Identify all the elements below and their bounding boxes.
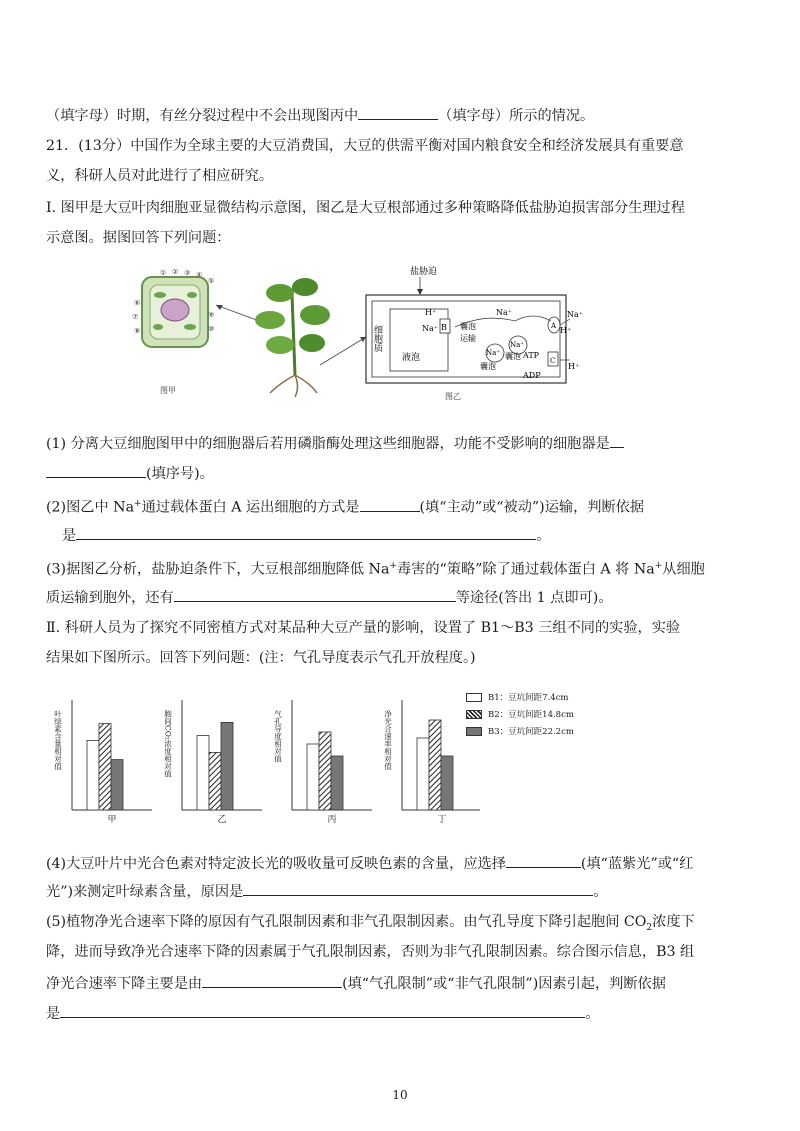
arrow-head [360,337,366,342]
bar-b3 [441,756,453,810]
text: 21．(13分）中国作为全球主要的大豆消费国，大豆的供需平衡对国内粮食安全和经济发展具有重要意 [46,138,684,154]
text: 从细胞 [662,561,705,578]
figure-svg [120,265,700,405]
label-Na: Na⁺ [567,310,583,319]
question-4-line-2 [46,880,756,902]
text: (2)图乙中 Na [46,499,135,516]
question-21-line-2 [46,166,756,186]
x-axis-label: 丁 [437,815,447,825]
label-carrier-C: C [550,357,556,365]
page-number: 10 [392,1088,408,1102]
answer-blank[interactable] [360,496,420,512]
organelle-number: ⑧ [134,327,141,335]
part-2-intro [46,618,756,638]
text-line [46,104,756,126]
label-salt-stress: 盐胁迫 [410,267,438,277]
legend-swatch [466,693,482,702]
figure-row [120,265,700,405]
part-1-intro [46,198,756,218]
text: (5)植物净光合速率下降的原因有气孔限制因素和非气孔限制因素。由气孔导度下降引起胞间 CO [46,914,647,930]
text: 毒害的“策略”除了通过载体蛋白 A 将 Na [396,561,655,578]
label-H: H⁺ [560,326,572,335]
bar-b1 [197,736,209,810]
text: 。 [585,1006,600,1022]
label-H: H⁺ [425,308,437,317]
organelle-number: ⑩ [208,325,215,333]
label-vacuole: 液泡 [402,353,421,363]
text: (1) 分离大豆细胞图甲中的细胞器后若用磷脂酶处理这些细胞器，功能不受影响的细胞器是 [46,436,610,452]
organelle-number: ① [160,269,167,277]
label-carrier-A: A [551,322,557,330]
text: 净光合速率下降主要是由 [46,976,203,992]
answer-blank[interactable] [202,972,342,988]
legend-item-b3 [466,724,626,741]
answer-blank[interactable] [243,880,593,896]
question-5-line-2 [46,942,756,962]
label-Na: Na⁺ [510,341,524,349]
legend-swatch [466,710,482,719]
question-1-line-1 [46,432,756,454]
legend-label: B2：豆坑间距14.8cm [488,710,574,720]
question-3-line-1 [46,556,756,580]
answer-blank[interactable] [60,1002,585,1018]
answer-blank[interactable] [358,104,438,120]
superscript: + [389,561,397,571]
label-ATP: ATP [523,351,540,360]
text: (填“蓝紫光”或“红 [580,856,694,872]
bar-b2 [209,752,221,810]
question-3-line-2 [46,586,756,608]
legend-label: B1：豆坑间距7.4cm [488,693,569,703]
bar-b3 [221,722,233,810]
bar-charts-svg [40,685,480,830]
superscript: + [134,499,142,509]
text: 。 [536,528,551,544]
label-Na: Na⁺ [486,349,500,357]
x-axis-label: 乙 [217,815,227,825]
text: 结果如下图所示。回答下列问题：(注：气孔导度表示气孔开放程度。) [46,650,476,666]
text: 浓度下 [652,914,695,930]
organelle-number: ⑥ [134,299,141,307]
text: （填字母）所示的情况。 [438,108,595,124]
label-ADP: ADP [523,371,541,380]
question-21-line-1 [46,136,756,156]
organelle-number: ⑨ [208,311,215,319]
text: 。 [593,884,608,900]
x-axis-label: 甲 [107,815,117,825]
text: 示意图。据图回答下列问题： [46,230,231,246]
answer-blank[interactable] [506,852,581,868]
text: 光”)来测定叶绿素含量，原因是 [46,884,244,900]
question-4-line-1 [46,852,756,874]
y-axis-label: 净光合速率相对值 [383,710,393,770]
text: 等途径(答出 1 点即可)。 [455,590,613,606]
label-vesicle: 囊泡 [480,362,496,371]
label-Na: Na⁺ [422,324,438,333]
text: 降，进而导致净光合速率下降的因素属于气孔限制因素，否则为非气孔限制因素。综合图示信息，B3 组 [46,944,695,960]
text: 是 [46,1006,61,1022]
cell-diagram-jia [142,277,208,347]
text: (填“主动”或“被动”)运输，判断依据 [419,499,645,516]
superscript: + [654,561,663,571]
label-cytoplasm: 细胞质 [372,325,382,352]
bar-b2 [429,720,441,810]
label-Na: Na⁺ [496,308,512,317]
answer-blank[interactable] [76,524,536,540]
soybean-plant-illustration [255,278,330,397]
text: (填“气孔限制”或“非气孔限制”)因素引起，判断依据 [342,976,666,992]
chart-legend [466,690,626,741]
text: (4)大豆叶片中光合色素对特定波长光的吸收量可反映色素的含量，应选择 [46,856,506,872]
text: 质运输到胞外，还有 [46,590,174,606]
text: （填字母）时期，有丝分裂过程中不会出现图丙中 [46,108,359,124]
organelle-number: ⑦ [132,313,139,321]
bar-b1 [417,738,429,810]
text: 义，科研人员对此进行了相应研究。 [46,168,274,184]
y-axis-label: 气孔导度相对值 [273,710,283,763]
bar-b3 [331,756,343,810]
label-carrier-B: B [441,323,447,332]
text: (3)据图乙分析，盐胁迫条件下，大豆根部细胞降低 Na [46,561,390,578]
legend-item-b1 [466,690,626,707]
caption-yi: 图乙 [445,392,461,401]
label-transport: 运输 [460,334,476,343]
question-5-line-4 [46,1002,756,1024]
label-vesicle: 囊泡 [460,322,476,331]
text: (填序号)。 [146,466,214,482]
organelle-number: ④ [196,271,203,279]
part-2-intro-2 [46,648,756,668]
text: I. 图甲是大豆叶肉细胞亚显微结构示意图，图乙是大豆根部通过多种策略降低盐胁迫损害部分生理过程 [46,200,685,216]
answer-blank[interactable] [174,586,456,602]
question-2-line-1 [46,494,756,518]
bar-b1 [87,740,99,810]
organelle-number: ② [172,268,179,276]
y-axis-label: 胞间CO₂浓度相对值 [163,710,173,778]
label-H: H⁺ [568,362,580,371]
legend-item-b2 [466,707,626,724]
subscript: 2 [646,922,653,933]
part-1-intro-2 [46,228,756,248]
organelle-number: ⑤ [208,277,215,285]
bar-b2 [99,724,111,810]
x-axis-label: 丙 [327,815,337,825]
text: 通过载体蛋白 A 运出细胞的方式是 [141,499,360,516]
answer-blank[interactable] [46,462,146,478]
bar-b3 [111,760,123,810]
bar-b2 [319,732,331,810]
y-axis-label: 叶绿素含量相对值 [53,710,63,770]
label-vesicle: 囊泡 [505,352,521,361]
caption-jia: 图甲 [160,386,176,395]
question-1-line-2 [46,462,756,484]
text: Ⅱ. 科研人员为了探究不同密植方式对某品种大豆产量的影响，设置了 B1～B3 三组不同的实验，实验 [46,620,681,636]
arrow-line [320,337,366,365]
organelle-number: ③ [184,269,191,277]
bar-charts [40,685,480,830]
answer-blank[interactable] [610,432,624,448]
question-5-line-3 [46,972,756,994]
question-2-line-2 [62,524,772,546]
bar-b1 [307,744,319,810]
question-5-line-1 [46,912,756,938]
text: 是 [62,528,77,544]
legend-swatch [466,727,482,736]
legend-label: B3：豆坑间距22.2cm [488,727,574,737]
